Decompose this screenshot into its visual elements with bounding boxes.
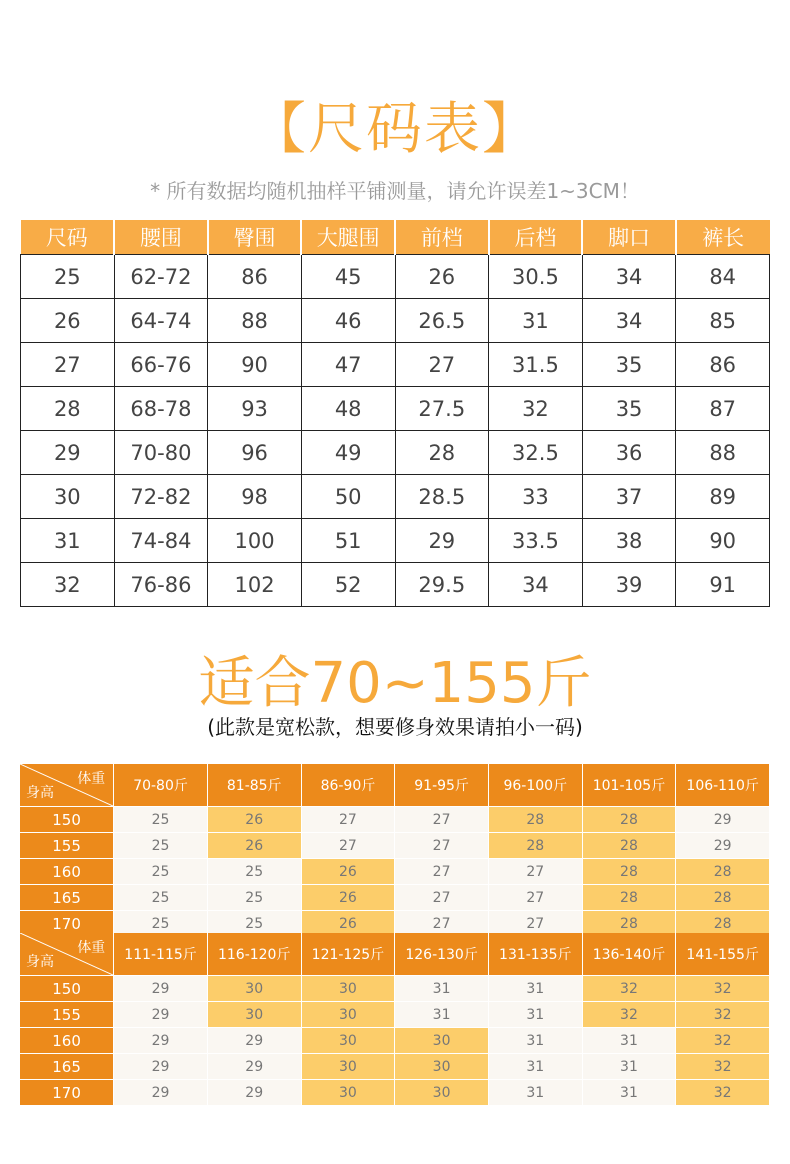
fit-range-title: 适合70~155斤 (198, 651, 592, 716)
height-cell: 155 (20, 1002, 114, 1028)
size-chart-header-cell: 腰围 (114, 220, 208, 255)
recommended-size-cell: 31 (488, 1028, 582, 1054)
size-chart-cell: 31.5 (489, 343, 583, 387)
recommended-size-cell: 27 (395, 859, 489, 885)
size-chart-cell: 31 (21, 519, 115, 563)
recommended-size-cell: 27 (488, 859, 582, 885)
recommended-size-cell: 25 (114, 833, 208, 859)
height-cell: 165 (20, 1054, 114, 1080)
size-chart-cell: 86 (676, 343, 770, 387)
size-chart-cell: 34 (489, 563, 583, 607)
recommended-size-cell: 29 (207, 1080, 301, 1106)
recommended-size-cell: 26 (207, 833, 301, 859)
size-chart-cell: 49 (301, 431, 395, 475)
size-chart-cell: 93 (208, 387, 302, 431)
weight-range-header: 131-135斤 (488, 933, 582, 976)
recommended-size-cell: 27 (395, 911, 489, 937)
recommended-size-cell: 30 (301, 1028, 395, 1054)
size-chart-cell: 26.5 (395, 299, 489, 343)
size-chart-cell: 36 (582, 431, 676, 475)
recommended-size-cell: 27 (395, 807, 489, 833)
recommended-size-cell: 30 (395, 1028, 489, 1054)
recommended-size-cell: 27 (488, 885, 582, 911)
recommended-size-cell: 31 (488, 1054, 582, 1080)
recommended-size-cell: 28 (488, 833, 582, 859)
size-chart-header-cell: 臀围 (208, 220, 302, 255)
weight-range-header: 70-80斤 (114, 764, 208, 807)
size-chart-cell: 27 (395, 343, 489, 387)
recommended-size-cell: 31 (582, 1080, 676, 1106)
recommended-size-cell: 27 (488, 911, 582, 937)
size-chart-row (21, 387, 770, 431)
weight-range-header: 141-155斤 (676, 933, 770, 976)
weight-label: 体重 (77, 771, 106, 787)
size-chart-cell: 87 (676, 387, 770, 431)
height-row (20, 807, 770, 833)
recommended-size-cell: 28 (676, 859, 770, 885)
size-chart-cell: 84 (676, 255, 770, 299)
recommended-size-cell: 30 (395, 1080, 489, 1106)
size-chart-row (21, 343, 770, 387)
size-chart-cell: 48 (301, 387, 395, 431)
recommended-size-cell: 31 (488, 1080, 582, 1106)
weight-header-row (20, 933, 770, 976)
size-chart-cell: 29.5 (395, 563, 489, 607)
recommended-size-cell: 25 (207, 859, 301, 885)
recommended-size-cell: 25 (114, 859, 208, 885)
height-cell: 150 (20, 976, 114, 1002)
weight-range-header: 91-95斤 (395, 764, 489, 807)
recommended-size-cell: 26 (301, 885, 395, 911)
size-chart-header-cell: 大腿围 (301, 220, 395, 255)
size-chart-cell: 38 (582, 519, 676, 563)
recommended-size-cell: 27 (395, 885, 489, 911)
recommended-size-cell: 27 (301, 807, 395, 833)
recommended-size-cell: 27 (395, 833, 489, 859)
size-chart-cell: 68-78 (114, 387, 208, 431)
weight-height-table-1 (20, 764, 770, 936)
height-cell: 170 (20, 1080, 114, 1106)
size-chart-cell: 76-86 (114, 563, 208, 607)
size-chart-cell: 29 (21, 431, 115, 475)
recommended-size-cell: 28 (488, 807, 582, 833)
recommended-size-cell: 29 (207, 1028, 301, 1054)
size-chart-cell: 33.5 (489, 519, 583, 563)
size-chart-cell: 70-80 (114, 431, 208, 475)
recommended-size-cell: 26 (301, 911, 395, 937)
recommended-size-cell: 30 (301, 976, 395, 1002)
height-cell: 155 (20, 833, 114, 859)
recommended-size-cell: 31 (395, 1002, 489, 1028)
height-row (20, 859, 770, 885)
size-chart-cell: 33 (489, 475, 583, 519)
recommended-size-cell: 25 (114, 911, 208, 937)
weight-range-header: 126-130斤 (395, 933, 489, 976)
recommended-size-cell: 30 (395, 1054, 489, 1080)
fit-range-subtitle: (此款是宽松款，想要修身效果请拍小一码) (207, 715, 583, 739)
height-cell: 170 (20, 911, 114, 937)
recommended-size-cell: 29 (114, 1054, 208, 1080)
recommended-size-cell: 32 (676, 1002, 770, 1028)
size-chart-header-cell: 尺码 (21, 220, 115, 255)
height-cell: 165 (20, 885, 114, 911)
size-chart-cell: 27.5 (395, 387, 489, 431)
size-chart-cell: 35 (582, 387, 676, 431)
size-chart-cell: 85 (676, 299, 770, 343)
size-chart-cell: 28 (21, 387, 115, 431)
recommended-size-cell: 28 (676, 911, 770, 937)
weight-range-header: 96-100斤 (488, 764, 582, 807)
weight-range-header: 111-115斤 (114, 933, 208, 976)
weight-range-header: 116-120斤 (207, 933, 301, 976)
recommended-size-cell: 28 (582, 885, 676, 911)
height-row (20, 1054, 770, 1080)
height-label: 身高 (26, 954, 54, 970)
recommended-size-cell: 28 (582, 833, 676, 859)
size-chart-cell: 62-72 (114, 255, 208, 299)
size-chart-cell: 29 (395, 519, 489, 563)
weight-height-table-2 (20, 933, 770, 1105)
size-chart-cell: 86 (208, 255, 302, 299)
size-chart-cell: 34 (582, 255, 676, 299)
size-chart-cell: 47 (301, 343, 395, 387)
size-chart-cell: 28.5 (395, 475, 489, 519)
recommended-size-cell: 28 (582, 807, 676, 833)
size-chart-cell: 46 (301, 299, 395, 343)
size-chart-cell: 37 (582, 475, 676, 519)
size-chart-row (21, 519, 770, 563)
recommended-size-cell: 32 (582, 1002, 676, 1028)
recommended-size-cell: 29 (676, 833, 770, 859)
recommended-size-cell: 30 (301, 1080, 395, 1106)
recommended-size-cell: 29 (114, 1028, 208, 1054)
recommended-size-cell: 25 (114, 885, 208, 911)
height-label: 身高 (26, 785, 54, 801)
weight-range-header: 136-140斤 (582, 933, 676, 976)
size-chart-header-cell: 脚口 (582, 220, 676, 255)
size-chart-body (21, 255, 770, 607)
size-chart-cell: 31 (489, 299, 583, 343)
size-chart-row (21, 475, 770, 519)
size-chart-cell: 32.5 (489, 431, 583, 475)
recommended-size-cell: 29 (114, 1080, 208, 1106)
recommended-size-cell: 31 (582, 1054, 676, 1080)
weight-height-corner-cell (20, 933, 114, 976)
recommended-size-cell: 27 (301, 833, 395, 859)
size-chart-cell: 89 (676, 475, 770, 519)
recommended-size-cell: 31 (488, 1002, 582, 1028)
size-chart-cell: 100 (208, 519, 302, 563)
size-chart-cell: 34 (582, 299, 676, 343)
recommended-size-cell: 25 (207, 911, 301, 937)
size-chart-cell: 52 (301, 563, 395, 607)
size-chart-cell: 30.5 (489, 255, 583, 299)
recommended-size-cell: 28 (582, 859, 676, 885)
size-chart-cell: 35 (582, 343, 676, 387)
size-chart-cell: 88 (676, 431, 770, 475)
weight-range-header: 81-85斤 (207, 764, 301, 807)
recommended-size-cell: 26 (301, 859, 395, 885)
weight-header-row (20, 764, 770, 807)
recommended-size-cell: 29 (114, 1002, 208, 1028)
measurement-note: * 所有数据均随机抽样平铺测量，请允许误差1~3CM！ (150, 179, 640, 203)
size-chart-cell: 27 (21, 343, 115, 387)
recommended-size-cell: 30 (207, 976, 301, 1002)
recommended-size-cell: 31 (582, 1028, 676, 1054)
height-row (20, 1002, 770, 1028)
height-row (20, 833, 770, 859)
recommended-size-cell: 28 (582, 911, 676, 937)
size-chart-cell: 88 (208, 299, 302, 343)
recommended-size-cell: 26 (207, 807, 301, 833)
size-chart-cell: 39 (582, 563, 676, 607)
height-cell: 150 (20, 807, 114, 833)
size-chart-title: 【尺码表】 (250, 97, 540, 162)
height-cell: 160 (20, 1028, 114, 1054)
size-chart-header-cell: 后档 (489, 220, 583, 255)
size-chart-cell: 25 (21, 255, 115, 299)
size-chart-cell: 64-74 (114, 299, 208, 343)
size-chart-cell: 26 (21, 299, 115, 343)
size-chart-cell: 90 (208, 343, 302, 387)
size-chart-table (20, 220, 770, 607)
height-row (20, 1028, 770, 1054)
recommended-size-cell: 29 (676, 807, 770, 833)
recommended-size-cell: 29 (114, 976, 208, 1002)
recommended-size-cell: 30 (207, 1002, 301, 1028)
recommended-size-cell: 32 (582, 976, 676, 1002)
recommended-size-cell: 30 (301, 1054, 395, 1080)
size-chart-row (21, 255, 770, 299)
size-chart-cell: 98 (208, 475, 302, 519)
recommended-size-cell: 32 (676, 976, 770, 1002)
weight-range-header: 86-90斤 (301, 764, 395, 807)
size-chart-cell: 28 (395, 431, 489, 475)
weight-range-header: 106-110斤 (676, 764, 770, 807)
size-chart-cell: 26 (395, 255, 489, 299)
size-chart-cell: 90 (676, 519, 770, 563)
size-chart-cell: 30 (21, 475, 115, 519)
size-chart-header-cell: 前档 (395, 220, 489, 255)
weight-range-header: 121-125斤 (301, 933, 395, 976)
size-chart-cell: 66-76 (114, 343, 208, 387)
weight-label: 体重 (77, 940, 106, 956)
recommended-size-cell: 32 (676, 1028, 770, 1054)
size-chart-cell: 32 (489, 387, 583, 431)
size-chart-row (21, 431, 770, 475)
size-chart-cell: 72-82 (114, 475, 208, 519)
size-chart-cell: 96 (208, 431, 302, 475)
size-chart-cell: 102 (208, 563, 302, 607)
recommended-size-cell: 32 (676, 1054, 770, 1080)
height-row (20, 976, 770, 1002)
size-chart-cell: 91 (676, 563, 770, 607)
recommended-size-cell: 32 (676, 1080, 770, 1106)
size-chart-row (21, 299, 770, 343)
size-chart-header-cell: 裤长 (676, 220, 770, 255)
recommended-size-cell: 29 (207, 1054, 301, 1080)
height-row (20, 1080, 770, 1106)
recommended-size-cell: 31 (488, 976, 582, 1002)
recommended-size-cell: 25 (114, 807, 208, 833)
size-chart-cell: 50 (301, 475, 395, 519)
recommended-size-cell: 30 (301, 1002, 395, 1028)
height-row (20, 885, 770, 911)
recommended-size-cell: 31 (395, 976, 489, 1002)
height-cell: 160 (20, 859, 114, 885)
recommended-size-cell: 25 (207, 885, 301, 911)
size-chart-cell: 74-84 (114, 519, 208, 563)
size-chart-cell: 51 (301, 519, 395, 563)
size-chart-header-row (21, 220, 770, 255)
size-chart-cell: 45 (301, 255, 395, 299)
size-chart-cell: 32 (21, 563, 115, 607)
size-chart-row (21, 563, 770, 607)
weight-range-header: 101-105斤 (582, 764, 676, 807)
weight-height-corner-cell (20, 764, 114, 807)
recommended-size-cell: 28 (676, 885, 770, 911)
